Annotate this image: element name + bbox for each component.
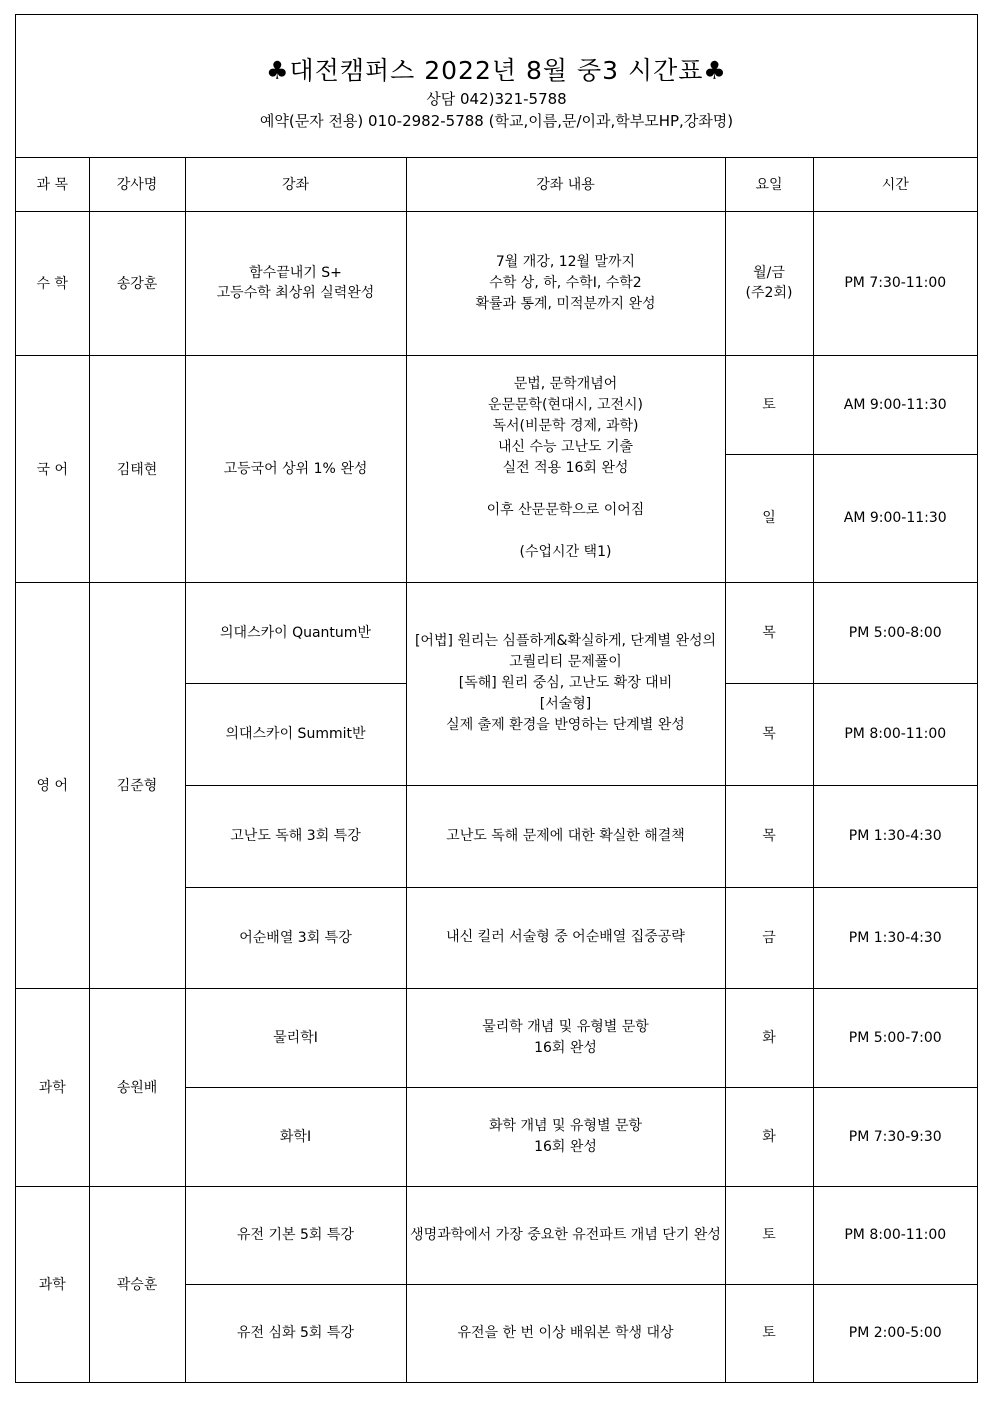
- subject-cell: 국 어: [16, 355, 89, 582]
- day-cell: 목: [725, 683, 813, 785]
- course-cell: 고등국어 상위 1% 완성: [185, 355, 406, 582]
- schedule-table: [16, 158, 977, 1383]
- day-cell: 목: [725, 582, 813, 683]
- header-teacher: 강사명: [89, 158, 185, 211]
- time-cell: PM 7:30-11:00: [813, 211, 977, 355]
- time-cell: PM 1:30-4:30: [813, 887, 977, 988]
- content-cell: 내신 킬러 서술형 중 어순배열 집중공략: [406, 887, 725, 988]
- reservation-info: 예약(문자 전용) 010-2982-5788 (학교,이름,문/이과,학부모HP,강좌명): [259, 112, 734, 130]
- day-cell: 토: [725, 355, 813, 454]
- time-cell: PM 7:30-9:30: [813, 1087, 977, 1186]
- day-cell: 목: [725, 785, 813, 887]
- table-row: [16, 1186, 977, 1284]
- course-cell: 어순배열 3회 특강: [185, 887, 406, 988]
- subject-cell: 수 학: [16, 211, 89, 355]
- header-course: 강좌: [185, 158, 406, 211]
- day-cell: 토: [725, 1186, 813, 1284]
- course-cell: 물리학Ⅰ: [185, 988, 406, 1087]
- course-cell: 함수끝내기 S+ 고등수학 최상위 실력완성: [185, 211, 406, 355]
- content-cell: 7월 개강, 12월 말까지 수학 상, 하, 수학Ⅰ, 수학2 확률과 통계, 미적분까지 완성: [406, 211, 725, 355]
- time-cell: PM 5:00-8:00: [813, 582, 977, 683]
- table-header-row: [16, 158, 977, 211]
- table-row: [16, 988, 977, 1087]
- time-cell: PM 5:00-7:00: [813, 988, 977, 1087]
- content-cell: 유전을 한 번 이상 배워본 학생 대상: [406, 1284, 725, 1382]
- subject-cell: 과학: [16, 988, 89, 1186]
- header-subject: 과 목: [16, 158, 89, 211]
- subject-cell: 영 어: [16, 582, 89, 988]
- teacher-cell: 송강훈: [89, 211, 185, 355]
- consult-phone: 상담 042)321-5788: [426, 90, 567, 108]
- timetable-sheet: [15, 14, 978, 1383]
- table-row: [16, 582, 977, 683]
- time-cell: PM 2:00-5:00: [813, 1284, 977, 1382]
- content-cell: 문법, 문학개념어 운문문학(현대시, 고전시) 독서(비문학 경제, 과학) 내신 수능 고난도 기출 실전 적용 16회 완성 이후 산문문학으로 이어짐 (수업시간 택1): [406, 355, 725, 582]
- header-day: 요일: [725, 158, 813, 211]
- time-cell: PM 8:00-11:00: [813, 1186, 977, 1284]
- content-cell: 화학 개념 및 유형별 문항 16회 완성: [406, 1087, 725, 1186]
- teacher-cell: 곽승훈: [89, 1186, 185, 1382]
- content-cell: 고난도 독해 문제에 대한 확실한 해결책: [406, 785, 725, 887]
- teacher-cell: 송원배: [89, 988, 185, 1186]
- day-cell: 화: [725, 1087, 813, 1186]
- day-cell: 일: [725, 454, 813, 582]
- day-cell: 월/금 (주2회): [725, 211, 813, 355]
- teacher-cell: 김준형: [89, 582, 185, 988]
- time-cell: AM 9:00-11:30: [813, 355, 977, 454]
- header-time: 시간: [813, 158, 977, 211]
- teacher-cell: 김태현: [89, 355, 185, 582]
- course-cell: 고난도 독해 3회 특강: [185, 785, 406, 887]
- course-cell: 유전 심화 5회 특강: [185, 1284, 406, 1382]
- time-cell: AM 9:00-11:30: [813, 454, 977, 582]
- course-cell: 화학Ⅰ: [185, 1087, 406, 1186]
- day-cell: 토: [725, 1284, 813, 1382]
- content-cell: 생명과학에서 가장 중요한 유전파트 개념 단기 완성: [406, 1186, 725, 1284]
- timetable-header: [16, 15, 977, 158]
- day-cell: 화: [725, 988, 813, 1087]
- content-cell: 물리학 개념 및 유형별 문항 16회 완성: [406, 988, 725, 1087]
- course-cell: 의대스카이 Summit반: [185, 683, 406, 785]
- day-cell: 금: [725, 887, 813, 988]
- page-title: ♣대전캠퍼스 2022년 8월 중3 시간표♣: [266, 56, 727, 85]
- course-cell: 유전 기본 5회 특강: [185, 1186, 406, 1284]
- subject-cell: 과학: [16, 1186, 89, 1382]
- header-content: 강좌 내용: [406, 158, 725, 211]
- table-row: [16, 355, 977, 454]
- table-row: [16, 211, 977, 355]
- content-cell: [어법] 원리는 심플하게&확실하게, 단계별 완성의 고퀄리티 문제풀이 [독해] 원리 중심, 고난도 확장 대비 [서술형] 실제 출제 환경을 반영하는 단계별 완성: [406, 582, 725, 785]
- time-cell: PM 8:00-11:00: [813, 683, 977, 785]
- course-cell: 의대스카이 Quantum반: [185, 582, 406, 683]
- time-cell: PM 1:30-4:30: [813, 785, 977, 887]
